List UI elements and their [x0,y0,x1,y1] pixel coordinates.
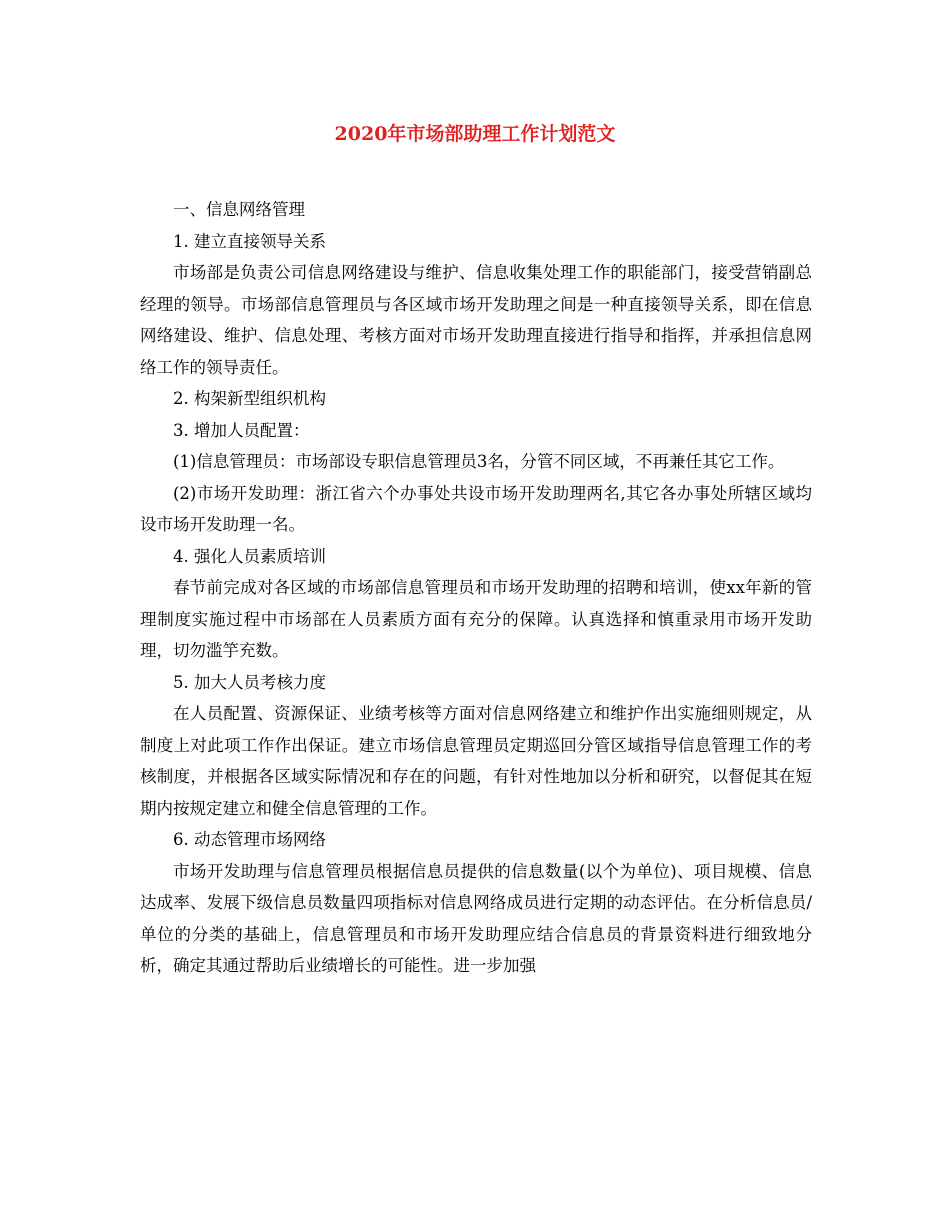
item-heading: 2. 构架新型组织机构 [173,389,326,408]
document-title: 2020年市场部助理工作计划范文 [334,123,616,145]
section-heading: 一、信息网络管理 [173,200,305,219]
body-paragraph: 市场部是负责公司信息网络建设与维护、信息收集处理工作的职能部门，接受营销副总经理的领导。市场部信息管理员与各区域市场开发助理之间是一种直接领导关系，即在信息网络建设、维护、信息处理、考核方面对市场开发助理直接进行指导和指挥，并承担信息网络工作的领导责任。 [140,263,812,377]
body-paragraph: 春节前完成对各区域的市场部信息管理员和市场开发助理的招聘和培训，使xx年新的管理制度实施过程中市场部在人员素质方面有充分的保障。认真选择和慎重录用市场开发助理，切勿滥竽充数。 [140,578,812,660]
item-heading: 4. 强化人员素质培训 [173,546,326,566]
document-body [140,194,812,982]
sub-item-paragraph: (1)信息管理员：市场部设专职信息管理员3名，分管不同区域，不再兼任其它工作。 [173,452,785,471]
item-heading: 6. 动态管理市场网络 [173,830,326,849]
item-heading: 5. 加大人员考核力度 [173,672,326,692]
sub-item-paragraph: (2)市场开发助理：浙江省六个办事处共设市场开发助理两名,其它各办事处所辖区域均设市场开发助理一名。 [140,483,812,534]
item-heading: 3. 增加人员配置： [173,420,310,440]
body-paragraph: 市场开发助理与信息管理员根据信息员提供的信息数量(以个为单位)、项目规模、信息达成率、发展下级信息员数量四项指标对信息网络成员进行定期的动态评估。在分析信息员/单位的分类的基础上，信息管理员和市场开发助理应结合信息员的背景资料进行细致地分析，确定其通过帮助后业绩增长的可能性。进一步加强 [140,861,812,975]
body-paragraph: 在人员配置、资源保证、业绩考核等方面对信息网络建立和维护作出实施细则规定，从制度上对此项工作作出保证。建立市场信息管理员定期巡回分管区域指导信息管理工作的考核制度，并根据各区域实际情况和存在的问题，有针对性地加以分析和研究，以督促其在短期内按规定建立和健全信息管理的工作。 [140,704,812,818]
item-heading: 1. 建立直接领导关系 [173,231,326,251]
